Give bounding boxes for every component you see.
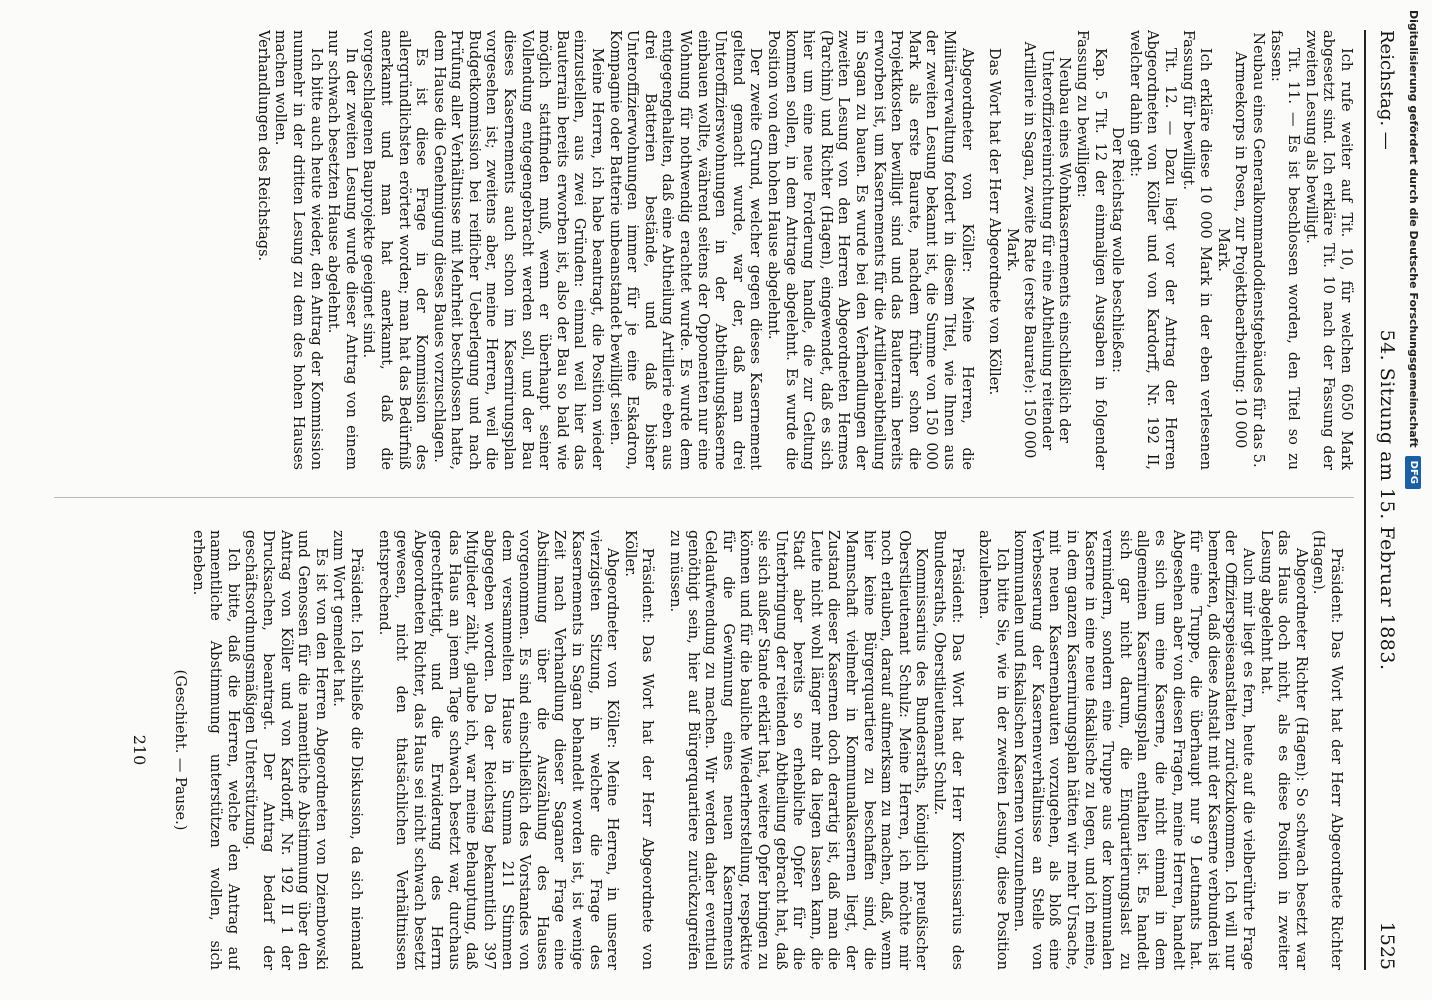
speech: Präsident: Das Wort hat der Herr Abgeordnete von Köller.	[621, 530, 656, 970]
paragraph: Meine Herren, ich habe beantragt, die Position wieder einzustellen, aus zwei Gründen: einmal weil hier das Bauterrain bereits erworben ist, also der Bau so bald wie möglich stattfinden muß, wenn er überhaupt seiner Vollendung entgegengebracht werden soll, und der Bau dieses Kasernements auch schon im Kasernirungsplan vorgesehen ist; zweitens aber, meine Herren, weil die Budgetkommission bei reiflicher Ueberlegung und nach Prüfung aller Verhältnisse mit Mehrheit beschlossen hatte, dem Hause die Genehmigung dieses Baues vorzuschlagen.	[430, 30, 606, 470]
page-number: 1525	[1376, 921, 1398, 970]
header-title: 54. Sitzung am 15. Februar 1883.	[1376, 329, 1398, 671]
footer-note: Verhandlungen des Reichstags.	[254, 30, 271, 262]
paragraph: Es ist von den Herren Abgeordneten von Dziembowski und Genossen für die namentliche Abstimmung über den Antrag von Köller und von Kardorff, Nr. 192 II 1 der Drucksachen, beantragt. Der Antrag bedarf der geschäftsordnungsmäßigen Unterstützung.	[242, 530, 329, 970]
paragraph: Neubau eines Generalkommandodienstgebäudes für das 5. Armeekorps in Posen, zur Projektbearbeitung: 10 000 Mark.	[1214, 32, 1267, 468]
paragraph: Neubau eines Wohnkasernements einschließlich der Unteroffiziereinrichtung für eine Abtheilung reitender Artillerie in Sagan, zweite Rate (erste Baurate): 150 000 Mark.	[1003, 41, 1073, 459]
paragraph: Es ist diese Frage in der Kommission des allergründlichsten erörtert worden; man hat das Bedürfniß anerkannt und man hat anerkannt, daß die vorgeschlagenen Bauprojekte geeignet sind.	[360, 30, 430, 470]
paragraph: Ich rufe weiter auf Tit. 10, für welchen 6050 Mark abgesetzt sind. Ich erkläre Tit. 10 nach der Fassung der zweiten Lesung als bewilligt.	[1302, 30, 1354, 470]
column-divider	[54, 497, 1354, 498]
left-column	[34, 30, 1354, 470]
signature-mark: 210	[130, 734, 150, 766]
paragraph: Tit. 11. — Es ist beschlossen worden, den Titel so zu fassen:	[1267, 30, 1302, 470]
speech: Abgeordneter von Köller: Meine Herren, in unserer vierzigsten Sitzung, in welcher die Frage des Kasernements in Sagan behandelt worden ist, ist wenige Zeit nach Verhandlung dieser Saganer Frage eine Abstimmung über die Auszählung des Hauses vorgenommen. Es sind einschließlich des Vorstandes von dem versammelten Hause in Summa 211 Stimmen abgegeben worden. Da der Reichstag bekanntlich 397 Mitglieder zählt, glaube ich, war meine Behauptung, daß das Haus an jenem Tage schwach besetzt war, durchaus gerechtfertigt, und die Erwiderung des Herrn Abgeordneten Richter, das Haus sei nicht schwach besetzt gewesen, nicht den thatsächlichen Verhältnissen entsprechend.	[375, 530, 621, 970]
paragraph: (Geschieht. — Pause.)	[172, 669, 188, 831]
speech: Kommissarius des Bundesraths, königlich preußischer Oberstlieutenant Schulz: Meine Herren, ich möchte mir noch erlauben, darauf aufmerksam zu machen, daß, wenn hier keine Bürgerquartiere zu beschaffen sind, die Mannschaft vielmehr in Kommunalkasernen liegt, der Zustand dieser Kasernen doch derartig ist, daß man die Leute nicht wohl länger mehr da liegen lassen kann, die Stadt aber bereits so erhebliche Opfer für die Unterbringung der reitenden Abtheilung gebracht hat, daß sie sich außer Stande erklärt hat, weitere Opfer bringen zu können und für die bauliche Wiederherstellung, respektive für die Gewinnung eines neuen Kasernements Geldaufwendung zu machen. Wir werden daher eventuell genöthigt sein, hier auf Bürgerquartiere zurückzugreifen zu müssen.	[667, 530, 930, 970]
digitization-note: Digitalisierung gefördert durch die Deutsche Forschungsgemeinschaft	[1407, 10, 1420, 448]
speech: Abgeordneter von Köller: Meine Herren, die Militärverwaltung fordert in diesem Titel, wie Ihnen aus der zweiten Lesung bekannt ist, die Summe von 150 000 Mark als erste Baurate, nachdem früher schon die Projektkosten bewilligt sind und das Bauterrain bereits erworben ist, um Kasernements für die Artillerieabtheilung in Sagan zu bauen. Es wurde bei den Verhandlungen der zweiten Lesung von den Herren Abgeordneten Hermes (Parchim) und Richter (Hagen), eingewendet, daß es sich hier um eine neue Forderung handle, die zur Geltung kommen sollen, in dem Antrage abgelehnt. Es wurde die Position von dem hohen Hause abgelehnt.	[765, 30, 975, 470]
paragraph: Tit. 12. — Dazu liegt vor der Antrag der Herren Abgeordneten von Köller und von Kardorff, Nr. 192 II, welcher dahin geht:	[1126, 30, 1179, 470]
speech: Präsident: Ich schließe die Diskussion, da sich niemand zum Wort gemeldet hat.	[330, 530, 364, 970]
paragraph: Ich bitte auch heute wieder, den Antrag der Kommission nunmehr in der dritten Lesung zu dem des hohen Hauses machen wollen.	[272, 30, 324, 470]
right-column	[34, 530, 1354, 970]
speech: Präsident: Das Wort hat der Herr Kommissarius des Bundesraths, Oberstlieutenant Schulz.	[930, 530, 965, 970]
rotated-document	[31, 0, 1426, 1000]
paragraph: Ich bitte, daß die Herren, welche den Antrag auf namentliche Abstimmung unterstützen wollen, sich erheben.	[189, 530, 241, 970]
speech: Abgeordneter Richter (Hagen): So schwach besetzt war das Haus doch nicht, als es diese Position in zweiter Lesung abgelehnt hat.	[1257, 530, 1309, 970]
paragraph: Auch mir liegt es fern, heute auf die vielberührte Frage der Offizierspeiseanstalten zurückzukommen. Ich will nur bemerken, daß diese Anstalt mit der Kaserne verbunden ist für eine Truppe, die überhaupt nur 9 Leutnants hat. Abgesehen aber von diesen Fragen, meine Herren, handelt es sich um eine Kaserne, die nicht einmal in dem allgemeinen Kasernirungsplan enthalten ist. Es handelt sich gar nicht darum, die Einquartierungslast zu vermindern, sondern eine Truppe aus der kommunalen Kaserne in eine neue fiskalische zu legen, und ich meine, in dem ganzen Kasernirungsplan hätten wir mehr Ursache, mit neuen Kasernenbauten vorzugehen, als bloß eine Verbesserung der Kasernenverhältnisse an Stelle von kommunalen und fiskalischen Kasernen vorzunehmen.	[1011, 530, 1257, 970]
speech: Präsident: Das Wort hat der Herr Abgeordnete Richter (Hagen).	[1310, 530, 1344, 970]
side-credit	[1401, 10, 1425, 990]
dfg-logo-icon: DFG	[1405, 456, 1421, 489]
paragraph: Der Reichstag wolle beschließen:	[1109, 127, 1126, 373]
header-left: Reichstag. —	[1376, 30, 1397, 150]
paragraph: Ich erkläre diese 10 000 Mark in der eben verlesenen Fassung für bewilligt.	[1179, 30, 1214, 470]
paragraph: In der zweiten Lesung wurde dieser Antrag von einem nur schwach besetzten Hause abgelehnt.	[325, 30, 359, 470]
paragraph: Kap. 5 Tit. 12 der einmaligen Ausgaben in folgender Fassung zu bewilligen:	[1074, 30, 1108, 470]
paragraph: Das Wort hat der Herr Abgeordnete von Köller.	[986, 48, 1003, 396]
paragraph: Ich bitte Sie, wie in der zweiten Lesung, diese Position abzulehnen.	[976, 530, 1010, 970]
paragraph: Der zweite Grund, welcher gegen dieses Kasernement geltend gemacht wurde, war der, daß man drei Unteroffizierswohnungen in der Abtheilungskaserne einbauen wollte, während seitens der Opponenten nur eine Wohnung für nothwendig erachtet wurde. Es wurde dem entgegengehalten, daß eine Abtheilung Artillerie eben aus drei Batterien bestände, und daß bisher Unteroffizierwohnungen immer für je eine Eskadron, Kompagnie oder Batterie unbeanstandet bewilligt seien.	[606, 30, 764, 470]
